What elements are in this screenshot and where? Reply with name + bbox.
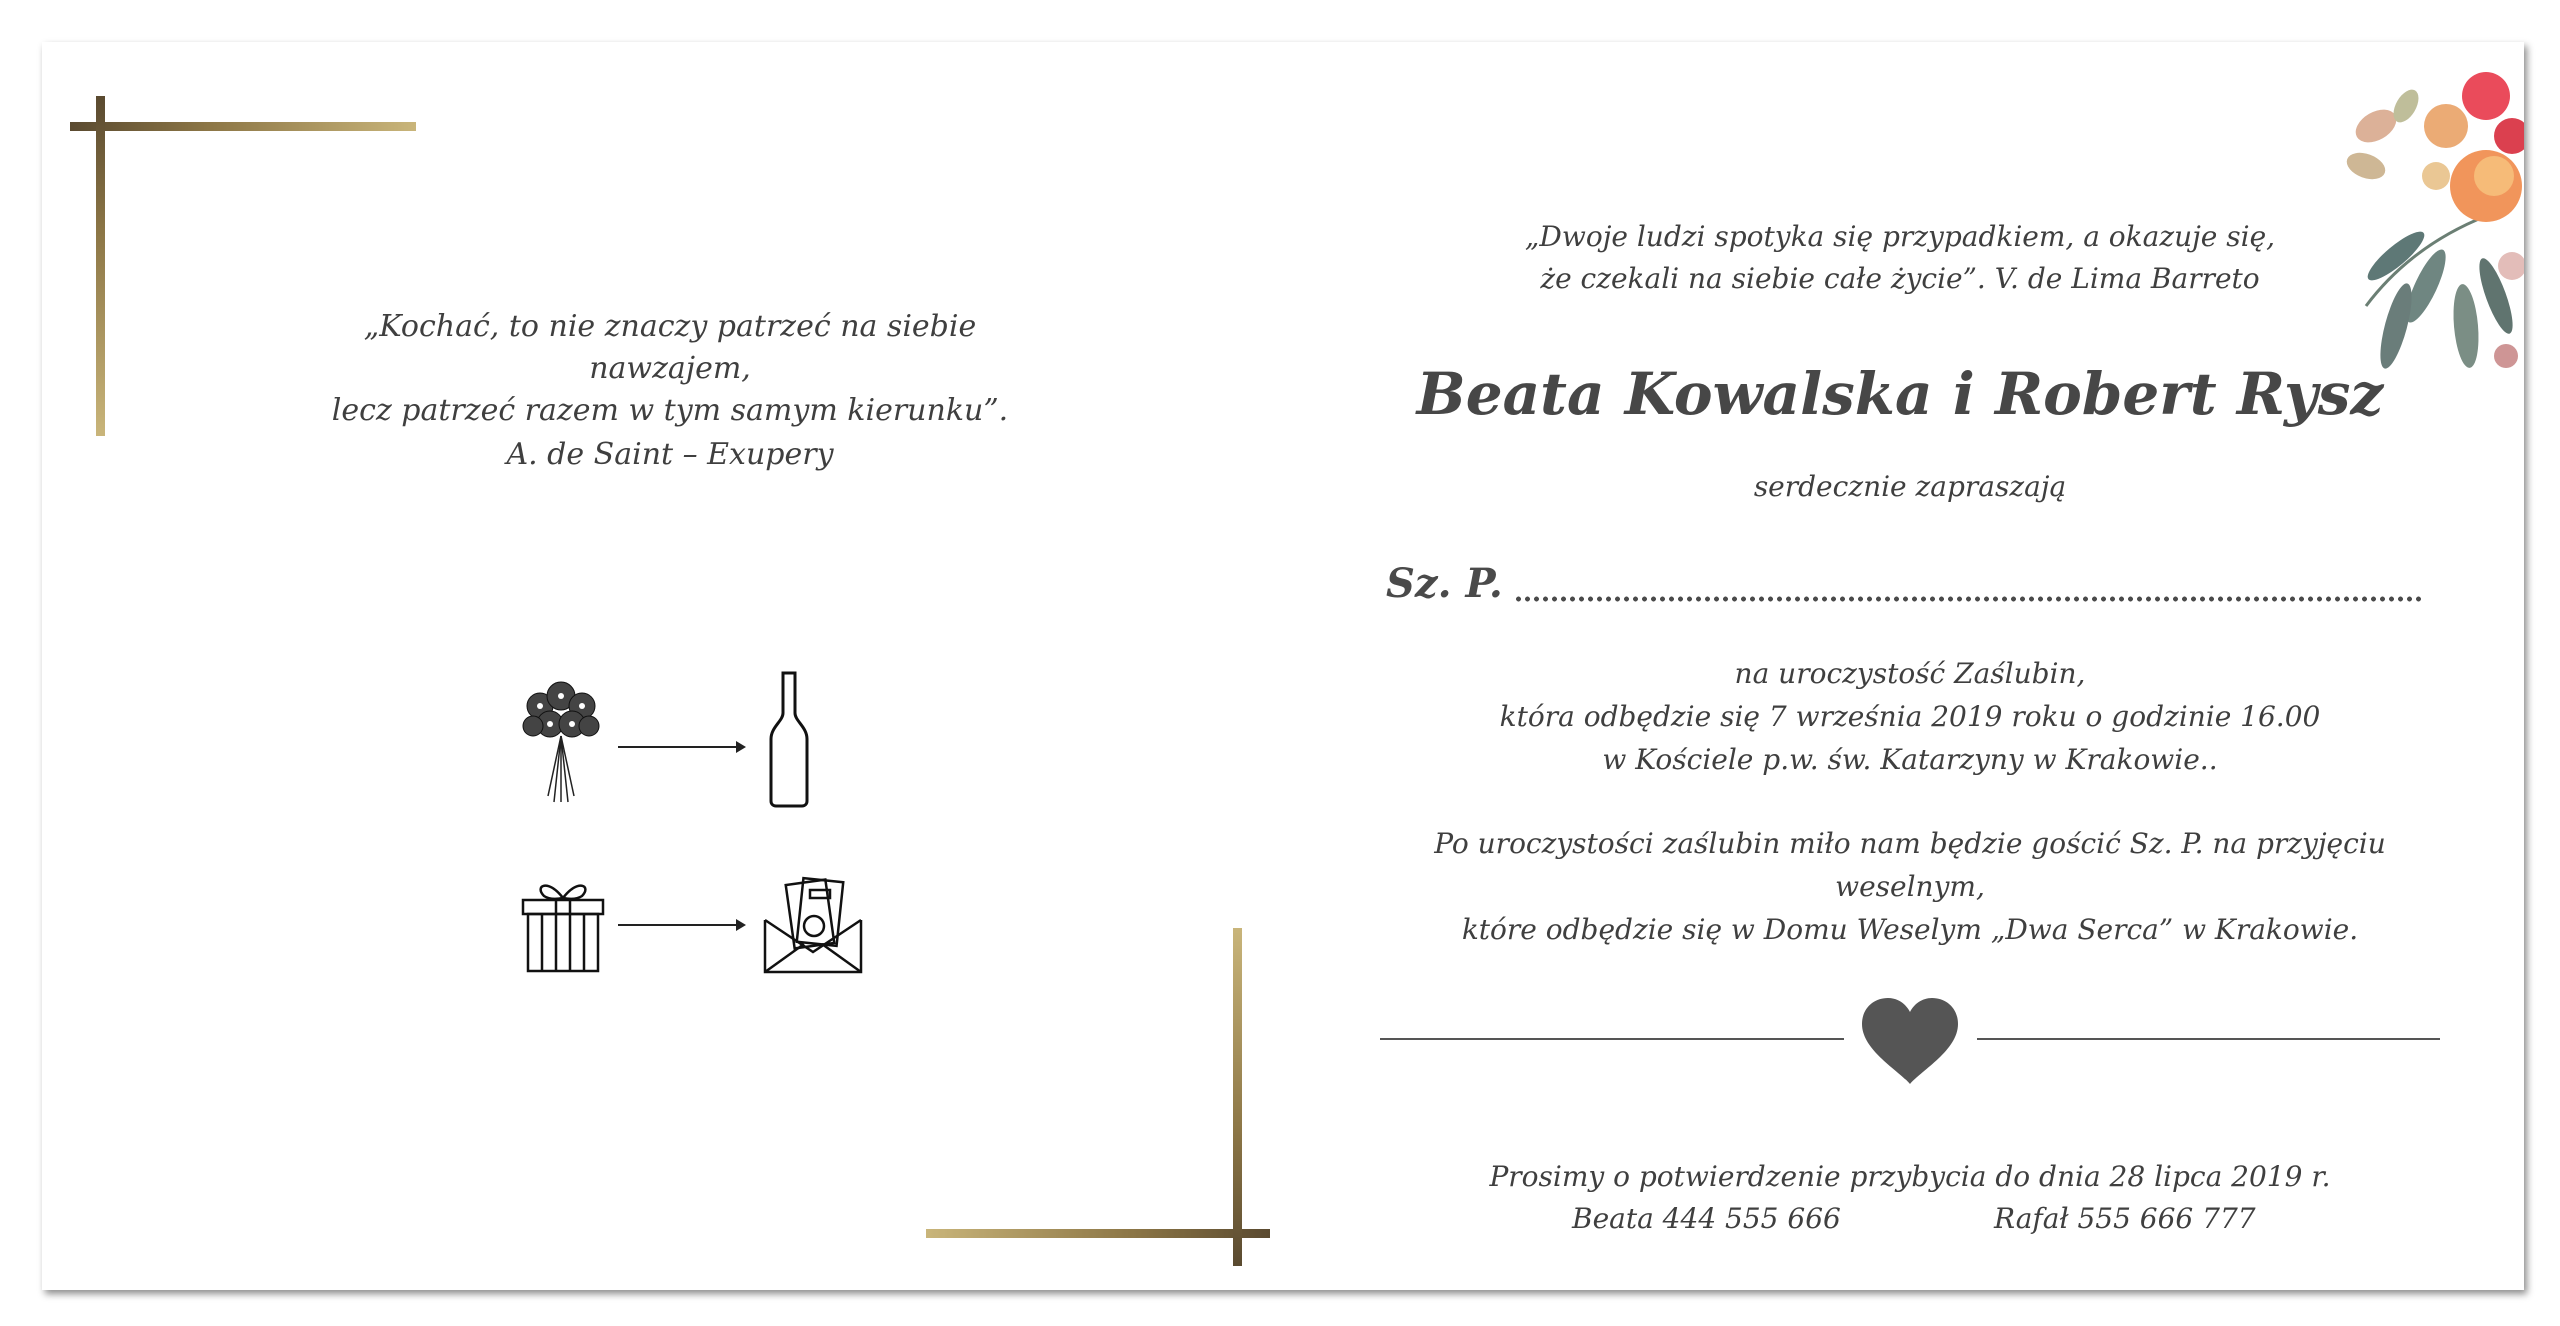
gift-box-icon: [520, 874, 606, 974]
ceremony-line1: na uroczystość Zaślubin,: [1734, 657, 2086, 690]
left-quote-line1: „Kochać, to nie znaczy patrzeć na siebie nawzajem,: [363, 309, 977, 386]
wine-bottle-icon: [768, 670, 810, 808]
right-quote-line2: że czekali na siebie całe życie”. V. de Lima Barreto: [1540, 262, 2260, 295]
gold-corner-bottom-right-vertical: [1233, 928, 1242, 1266]
right-quote: [1460, 216, 2340, 300]
money-envelope-icon: [762, 876, 864, 976]
arrow-bouquet-to-bottle: [618, 746, 744, 748]
guest-prefix: Sz. P.: [1386, 560, 1503, 607]
right-quote-line1: „Dwoje ludzi spotyka się przypadkiem, a okazuje się,: [1524, 220, 2276, 253]
arrow-gift-to-envelope: [618, 924, 744, 926]
invite-text: serdecznie zapraszają: [1753, 470, 2067, 503]
ceremony-line2: która odbędzie się 7 września 2019 roku o godzinie 16.00: [1499, 700, 2321, 733]
guest-name-dotted-line: [1514, 596, 2422, 602]
left-quote-line2: lecz patrzeć razem w tym samym kierunku”.: [331, 393, 1009, 428]
couple-names: Beata Kowalska i Robert Rysz: [1416, 360, 2384, 428]
divider-right: [1977, 1038, 2440, 1040]
left-quote: [290, 306, 1050, 432]
heart-icon: [1858, 996, 1962, 1086]
reception-line2: które odbędzie się w Domu Weselym „Dwa Serca” w Krakowie.: [1461, 913, 2359, 946]
gold-corner-top-left-vertical: [96, 96, 105, 436]
gold-corner-top-left-horizontal: [70, 122, 416, 131]
bouquet-icon: [518, 676, 604, 804]
contact-bride: Beata 444 555 666: [1572, 1202, 1841, 1235]
gold-corner-bottom-right-horizontal: [926, 1229, 1270, 1238]
rsvp-text: Prosimy o potwierdzenie przybycia do dnia 28 lipca 2019 r.: [1489, 1160, 2331, 1193]
ceremony-details: [1380, 652, 2440, 781]
reception-details: [1360, 822, 2460, 951]
reception-line1: Po uroczystości zaślubin miło nam będzie gościć Sz. P. na przyjęciu weselnym,: [1434, 827, 2386, 903]
ceremony-line3: w Kościele p.w. św. Katarzyny w Krakowie..: [1602, 743, 2218, 776]
left-quote-author: A. de Saint – Exupery: [506, 437, 834, 472]
contact-groom: Rafał 555 666 777: [1994, 1202, 2256, 1235]
watercolor-flowers-decoration: [2336, 66, 2524, 400]
divider-left: [1380, 1038, 1844, 1040]
